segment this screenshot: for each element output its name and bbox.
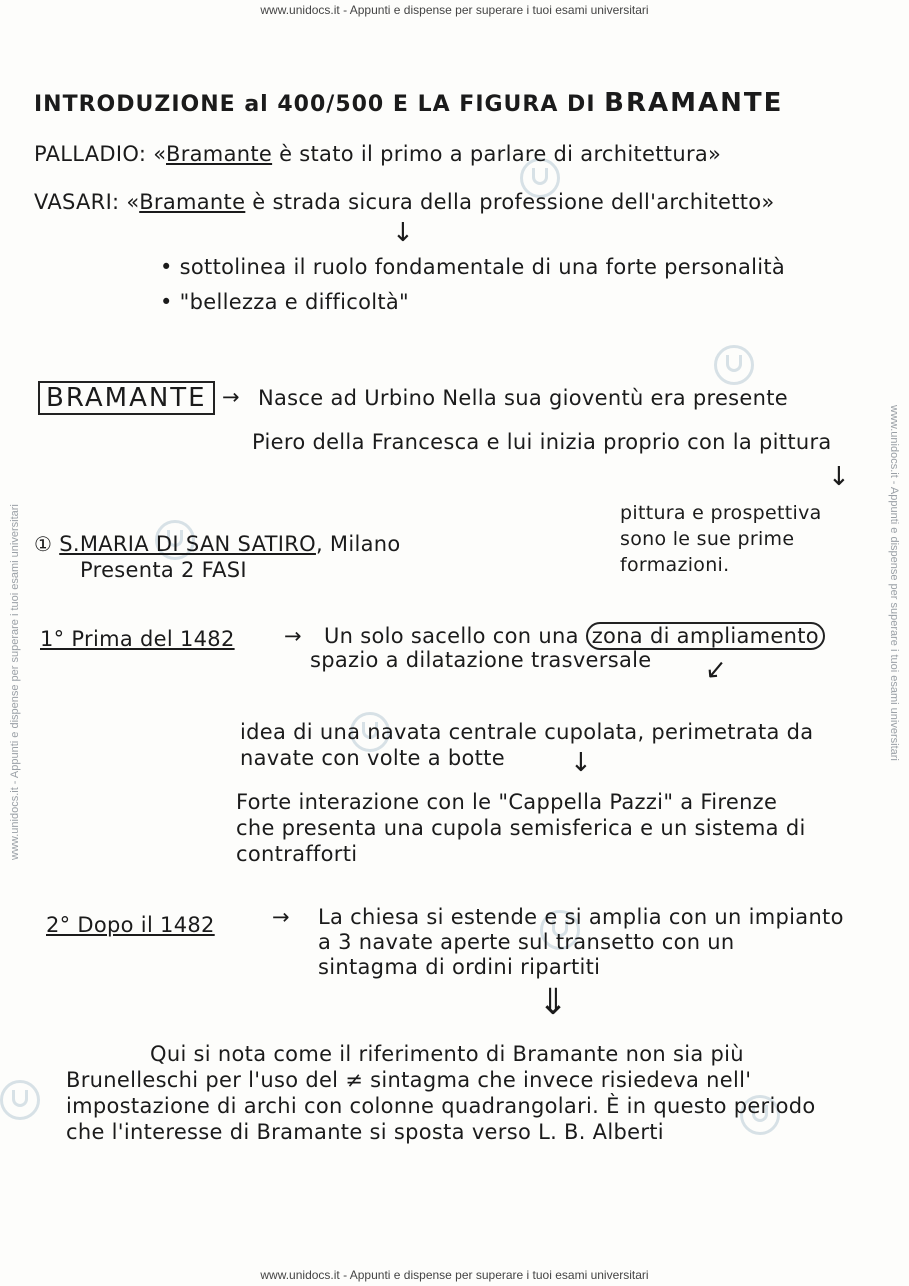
church-heading (34, 532, 401, 556)
bullet-item: • "bellezza e difficoltà" (160, 290, 410, 314)
arrow-down-icon: ↓ (696, 652, 733, 690)
arrow-right-icon: → (222, 385, 240, 409)
phase1-text-b: spazio a dilatazione trasversale (310, 648, 652, 672)
church-city: , Milano (315, 532, 401, 556)
double-arrow-down-icon: ⇓ (538, 982, 569, 1023)
bramante-line-1: Nasce ad Urbino Nella sua gioventù era presente (258, 386, 789, 410)
conclusion-line: impostazione di archi con colonne quadrangolari. È in questo periodo (66, 1094, 816, 1118)
arrow-down-icon: ↓ (392, 218, 414, 248)
phase2-line: a 3 navate aperte sul transetto con un (318, 930, 735, 954)
quote-palladio: PALLADIO: «Bramante è stato il primo a parlare di architettura» (34, 142, 722, 166)
phase1-idea-line: idea di una navata centrale cupolata, perimetrata da (240, 720, 814, 744)
arrow-right-icon: → (272, 905, 290, 929)
side-note-line: pittura e prospettiva (620, 502, 822, 524)
church-subtitle: Presenta 2 FASI (80, 558, 247, 582)
title-name: BRAMANTE (604, 88, 784, 118)
arrow-down-icon: ↓ (570, 748, 592, 778)
phase1-interaction-line: che presenta una cupola semisferica e un sistema di (236, 816, 806, 840)
phase1-interaction-line: Forte interazione con le "Cappella Pazzi" a Firenze (236, 790, 778, 814)
conclusion-line: che l'interesse di Bramante si sposta verso L. B. Alberti (66, 1120, 664, 1144)
arrow-down-icon: ↓ (828, 462, 850, 492)
phase2-line: sintagma di ordini ripartiti (318, 955, 601, 979)
quote-vasari: VASARI: «Bramante è strada sicura della professione dell'architetto» (34, 190, 775, 214)
watermark-side-right: www.unidocs.it - Appunti e dispense per superare i tuoi esami universitari (888, 405, 900, 761)
watermark-logo-icon (0, 1080, 40, 1120)
phase1-label: 1° Prima del 1482 (40, 627, 235, 651)
conclusion-line: Brunelleschi per l'uso del ≠ sintagma che invece risiedeva nell' (66, 1068, 752, 1092)
page-title (34, 88, 783, 118)
conclusion-line: Qui si nota come il riferimento di Bramante non sia più (150, 1042, 744, 1066)
bramante-label: BRAMANTE (38, 383, 215, 413)
watermark-side-left: www.unidocs.it - Appunti e dispense per superare i tuoi esami universitari (9, 504, 21, 860)
watermark-banner-top: www.unidocs.it - Appunti e dispense per superare i tuoi esami universitari (260, 3, 649, 17)
phase1-interaction-line: contrafforti (236, 842, 358, 866)
number-marker: ① (34, 532, 53, 556)
arrow-right-icon: → (284, 624, 302, 648)
phase1-text: Un solo sacello con una zona di ampliamento (324, 624, 825, 648)
side-note-line: sono le sue prime (620, 528, 795, 550)
phase2-label: 2° Dopo il 1482 (46, 913, 215, 937)
side-note-line: formazioni. (620, 554, 730, 576)
phase2-line: La chiesa si estende e si amplia con un impianto (318, 905, 844, 929)
bramante-line-2: Piero della Francesca e lui inizia proprio con la pittura (252, 430, 832, 454)
church-name: S.MARIA DI SAN SATIRO (59, 532, 316, 556)
watermark-banner-bottom: www.unidocs.it - Appunti e dispense per superare i tuoi esami universitari (260, 1268, 649, 1282)
watermark-logo-icon (714, 345, 754, 385)
title-text: INTRODUZIONE al 400/500 E LA FIGURA DI (34, 92, 596, 117)
bullet-item: • sottolinea il ruolo fondamentale di una forte personalità (160, 255, 786, 279)
phase1-idea-line: navate con volte a botte (240, 746, 505, 770)
